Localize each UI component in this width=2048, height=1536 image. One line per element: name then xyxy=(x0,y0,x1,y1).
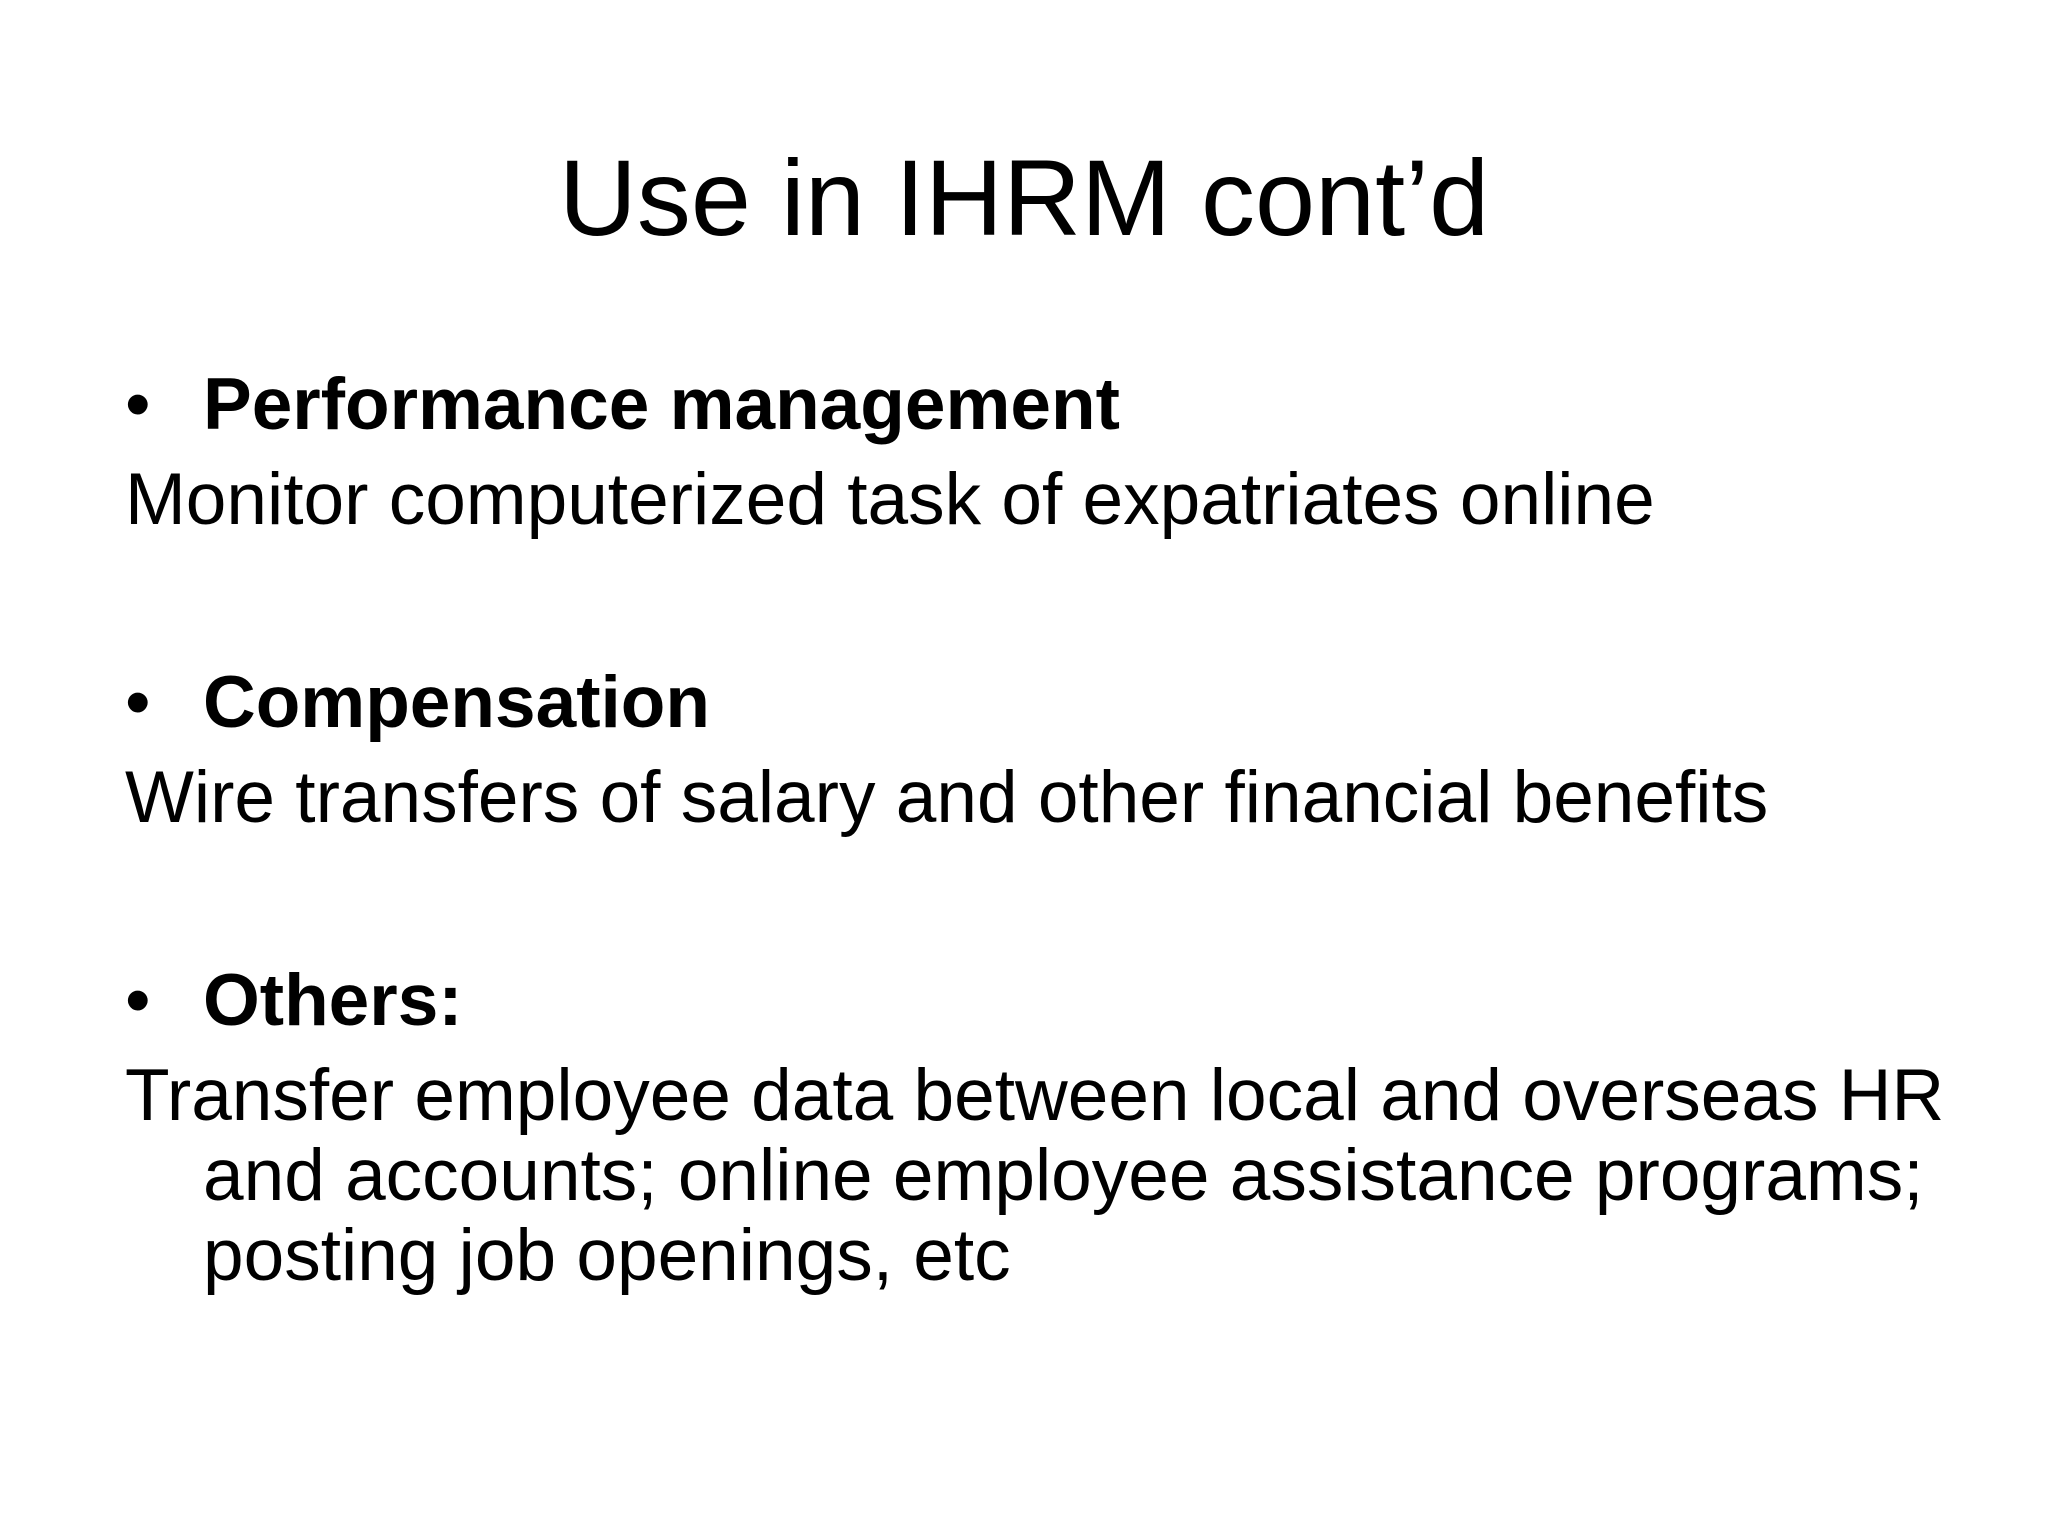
bullet-heading-text: Others: xyxy=(203,960,463,1041)
bullet-heading-compensation xyxy=(125,658,1985,748)
bullet-body-others: Transfer employee data between local and overseas HR and accounts; online employee assistance programs; posting job openings, etc xyxy=(125,1055,1945,1296)
bullet-icon: • xyxy=(125,960,151,1041)
bullet-icon: • xyxy=(125,662,151,743)
bullet-body-compensation: Wire transfers of salary and other financial benefits xyxy=(125,757,1769,838)
bullet-body-performance: Monitor computerized task of expatriates online xyxy=(125,459,1655,540)
bullet-heading-others xyxy=(125,956,1985,1046)
bullet-heading-performance xyxy=(125,360,1985,450)
bullet-icon: • xyxy=(125,364,151,445)
slide-content xyxy=(125,360,1985,1296)
bullet-heading-text: Performance management xyxy=(203,364,1120,445)
slide-title: Use in IHRM cont’d xyxy=(558,137,1490,258)
bullet-heading-text: Compensation xyxy=(203,662,710,743)
